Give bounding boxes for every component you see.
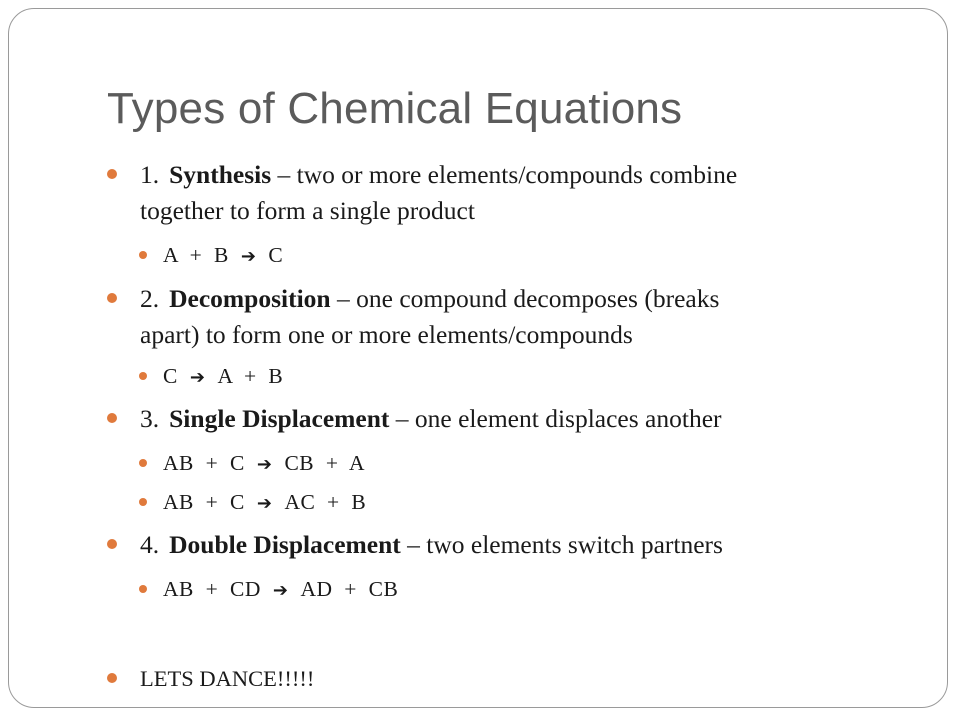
bullet-single-displacement: [140, 402, 722, 436]
item-term: Double Displacement: [169, 530, 401, 559]
equation-double-displacement: [163, 575, 398, 605]
arrow-icon: ➔: [256, 454, 273, 475]
bullet-dot: [139, 372, 147, 380]
bullet-dot: [139, 498, 147, 506]
item-description-continued: apart) to form one or more elements/compounds: [140, 320, 633, 349]
equation-synthesis: [163, 241, 283, 271]
bullet-dot: [107, 673, 117, 683]
bullet-dot: [107, 413, 117, 423]
item-description-continued: together to form a single product: [140, 196, 475, 225]
item-number: 2.: [140, 284, 160, 313]
bullet-dot: [107, 169, 117, 179]
bullet-dot: [139, 459, 147, 467]
bullet-dot: [139, 585, 147, 593]
item-description: – one element displaces another: [389, 404, 722, 433]
bullet-dot: [139, 251, 147, 259]
bullet-dot: [107, 293, 117, 303]
equation-left: AB + C: [163, 451, 245, 475]
item-term: Synthesis: [169, 160, 272, 189]
bullet-dot: [107, 539, 117, 549]
arrow-icon: ➔: [189, 367, 206, 388]
arrow-icon: ➔: [272, 580, 289, 601]
item-term: Single Displacement: [169, 404, 390, 433]
item-description: – two or more elements/compounds combine: [271, 160, 738, 189]
equation-right: CB + A: [284, 451, 366, 475]
equation-left: AB + CD: [163, 577, 261, 601]
equation-single-displacement-1: [163, 449, 365, 479]
equation-left: AB + C: [163, 490, 245, 514]
equation-right: AD + CB: [300, 577, 399, 601]
bullet-decomposition-continued: [140, 318, 633, 352]
equation-right: AC + B: [284, 490, 367, 514]
item-term: Decomposition: [169, 284, 331, 313]
arrow-icon: ➔: [256, 493, 273, 514]
slide-title: Types of Chemical Equations: [107, 84, 683, 133]
item-number: 4.: [140, 530, 160, 559]
item-number: 3.: [140, 404, 160, 433]
bullet-closing: [140, 662, 314, 696]
equation-right: C: [268, 243, 284, 267]
equation-left: A + B: [163, 243, 229, 267]
bullet-synthesis-continued: [140, 194, 475, 228]
equation-single-displacement-2: [163, 488, 366, 518]
item-description: – two elements switch partners: [400, 530, 723, 559]
arrow-icon: ➔: [240, 246, 257, 267]
item-number: 1.: [140, 160, 160, 189]
equation-decomposition: [163, 362, 283, 392]
closing-text: LETS DANCE!!!!!: [140, 666, 315, 691]
bullet-decomposition: [140, 282, 719, 316]
bullet-synthesis: [140, 158, 737, 192]
bullet-double-displacement: [140, 528, 723, 562]
equation-left: C: [163, 364, 178, 388]
equation-right: A + B: [217, 364, 284, 388]
item-description: – one compound decomposes (breaks: [330, 284, 720, 313]
